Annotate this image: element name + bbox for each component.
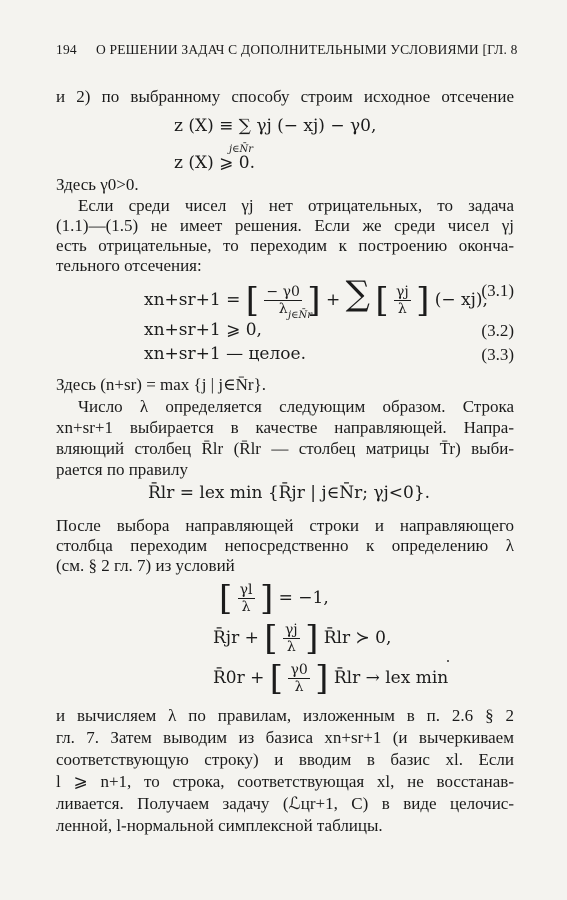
condition-2: [213, 618, 392, 659]
formula-cut-nonneg: z (X) ⩾ 0.: [174, 153, 255, 173]
denominator: λ: [397, 301, 407, 317]
bracket-left: [: [269, 658, 284, 699]
paragraph-line: xn+sr+1 выбирается в качестве направляющей. Напра-: [56, 418, 514, 437]
formula-pivot-column-rule: R̄lr = lex min {R̄jr | j∈N̄r; γj<0}.: [148, 483, 431, 503]
paragraph-line: После выбора направляющей строки и направляющего: [56, 516, 514, 535]
numerator: γj: [395, 284, 409, 300]
condition-head: R̄jr +: [213, 628, 259, 648]
formula-cut-definition: z (X) ≡ ∑ γj (− xj) − γ0,: [174, 116, 377, 136]
sum-sign: ∑: [345, 274, 370, 314]
equation-3-1: [144, 274, 488, 321]
paragraph-line: Если среди чисел γj нет отрицательных, то задача: [78, 196, 514, 215]
bracket-right: ]: [416, 280, 430, 321]
paragraph-line: l ⩾ n+1, то строка, соответствующая xl, не восстанав-: [56, 772, 514, 791]
eq31-sum-subscript: j∈N̄r: [288, 310, 313, 321]
formula-sum-subscript: j∈N̄r: [229, 144, 254, 155]
paragraph-line: (см. § 2 гл. 7) из условий: [56, 556, 235, 575]
paragraph-line: ленной, l-нормальной симплексной таблицы.: [56, 816, 383, 835]
paragraph-line: соответствующую строку) и вводим в базис xl. Если: [56, 750, 514, 769]
paragraph-line: и 2) по выбранному способу строим исходное отсечение: [56, 87, 514, 106]
denominator: λ: [241, 599, 251, 615]
equation-3-2: xn+sr+1 ⩾ 0,: [144, 320, 262, 340]
bracket-right: ]: [305, 618, 319, 659]
numerator: − γ0: [266, 284, 300, 300]
condition-tail: = −1,: [278, 588, 329, 608]
numerator: γl: [239, 582, 253, 598]
bracket-left: [: [219, 578, 233, 619]
equation-3-3: xn+sr+1 — целое.: [144, 344, 306, 364]
eq31-plus: +: [325, 290, 341, 310]
numerator: γj: [284, 622, 298, 638]
equation-number: (3.1): [481, 281, 514, 300]
paragraph-line: есть отрицательные, то переходим к построению оконча-: [56, 236, 514, 255]
bracket-left: [: [245, 280, 260, 321]
condition-tail: R̄lr → lex min: [333, 668, 449, 688]
paragraph-line: Число λ определяется следующим образом. Строка: [78, 397, 514, 416]
condition-tail: R̄lr ≻ 0,: [323, 628, 392, 648]
denominator: λ: [286, 639, 296, 655]
equation-number: (3.3): [481, 345, 514, 364]
condition-3: [213, 658, 449, 699]
paragraph-line: тельного отсечения:: [56, 256, 202, 275]
paragraph-line: ливается. Получаем задачу (ℒцr+1, C) в виде целочис-: [56, 794, 514, 813]
eq31-tail: (− xj),: [434, 290, 488, 310]
fraction: [394, 284, 411, 317]
bracket-right: ]: [315, 658, 329, 699]
condition-1: [219, 578, 329, 619]
paragraph-line: и вычисляем λ по правилам, изложенным в п. 2.6 § 2: [56, 706, 514, 725]
fraction: [238, 582, 255, 615]
denominator: λ: [294, 679, 304, 695]
numerator: γ0: [290, 662, 308, 678]
condition-head: R̄0r +: [213, 668, 265, 688]
print-speck: [447, 660, 449, 662]
paragraph-line: Здесь γ0>0.: [56, 175, 139, 194]
page-number: 194: [56, 42, 77, 57]
running-title: О РЕШЕНИИ ЗАДАЧ С ДОПОЛНИТЕЛЬНЫМИ УСЛОВИЯМИ [ГЛ. 8: [96, 42, 518, 57]
eq31-lhs: xn+sr+1 =: [144, 290, 241, 310]
paragraph-line: столбца переходим непосредственно к определению λ: [56, 536, 514, 555]
paragraph-line: вляющий столбец R̄lr (R̄lr — столбец матрицы T̄r) выби-: [56, 439, 514, 458]
paragraph-line: (1.1)—(1.5) не имеет решения. Если же среди чисел γj: [56, 216, 514, 235]
fraction: [288, 662, 309, 695]
bracket-left: [: [375, 280, 389, 321]
equation-number: (3.2): [481, 321, 514, 340]
paragraph-line: Здесь (n+sr) = max {j | j∈N̄r}.: [56, 375, 266, 394]
bracket-left: [: [264, 618, 278, 659]
paragraph-line: гл. 7. Затем выводим из базиса xn+sr+1 (и вычеркиваем: [56, 728, 514, 747]
bracket-right: ]: [307, 280, 321, 321]
fraction: [283, 622, 300, 655]
denominator: λ: [278, 301, 288, 317]
bracket-right: ]: [259, 578, 274, 619]
paragraph-line: рается по правилу: [56, 460, 188, 479]
